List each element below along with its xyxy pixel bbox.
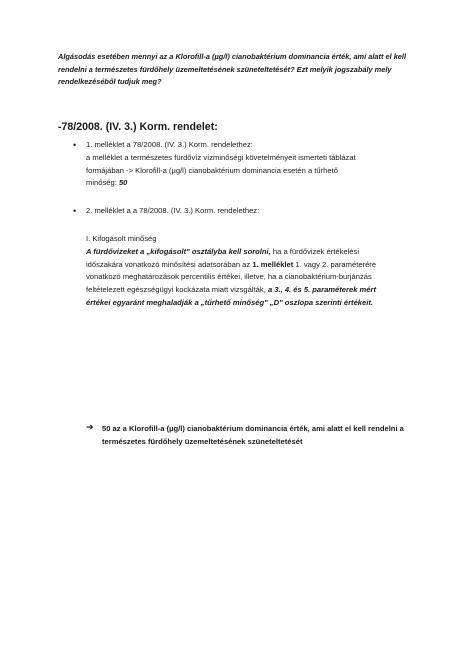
item2-para-line5	[86, 297, 416, 310]
bullet-icon: •	[73, 206, 77, 216]
item2-para-line1	[86, 246, 416, 259]
item2-body	[86, 233, 416, 310]
list-item-2	[86, 205, 416, 218]
item2-subheading: I. Kifogásolt minőség	[86, 234, 157, 243]
item2-p1-bold: A fürdővizeket a „kifogásolt" osztályba kell sorolni,	[86, 246, 271, 256]
item2-p1-rest: ha a fürdővizek értékelési	[272, 246, 360, 256]
question-text: Algásodás esetében mennyi az a Klorofill-a (µg/l) cianobaktérium dominancia érték, ami alatt el kell rendelni a természetes fürdőhely üzemeltetésének szüneteltetését? Ezt melyik jogszabály mely rendelkezéséből tudjuk meg?	[58, 52, 407, 86]
item2-para-line4	[86, 284, 416, 297]
item1-title: 1. melléklet a 78/2008. (IV. 3.) Korm. rendelethez:	[86, 140, 253, 149]
list-item-1	[86, 139, 416, 190]
item2-p5-bold: értékei egyaránt meghaladják a „tűrhető minőség" „D" oszlopa szerinti értékeit.	[86, 297, 373, 307]
bullet-icon: •	[73, 140, 77, 150]
item1-line1: a melléklet a természetes fürdővíz vízminőségi követelményeit ismerteti táblázat	[86, 152, 356, 162]
item2-p4-bold: a 3., 4. és 5. paraméterek mért	[267, 285, 377, 295]
section-heading: -78/2008. (IV. 3.) Korm. rendelet:	[58, 121, 218, 133]
item2-p2: időszakára vonatkozó minősítési adatsorában az	[86, 259, 251, 269]
item1-line2: formájában -> Klorofill-a (µg/l) cianobaktérium dominancia esetén a tűrhető	[86, 165, 338, 175]
item1-value: 50	[118, 178, 128, 188]
item1-line3	[86, 177, 416, 190]
item2-para-line2	[86, 259, 416, 272]
item2-p2-bold: 1. melléklet	[252, 259, 294, 269]
item2-p4: feltételezett egészségügyi kockázata miatt vizsgálták,	[86, 285, 266, 295]
item2-para-line3: vonatkozó meghatározások percentilis értékei, illetve, ha a cianobaktérium-burjánzás	[86, 272, 372, 282]
item2-title: 2. melléklet a a 78/2008. (IV. 3.) Korm. rendelethez:	[86, 206, 260, 215]
arrow-right-icon: ➔	[86, 422, 94, 432]
item1-line3-prefix: minőség:	[86, 178, 117, 188]
item2-p2-rest: 1. vagy 2. paraméterére	[295, 259, 377, 269]
conclusion	[86, 422, 432, 448]
conclusion-text: 50 az a Klorofill-a (µg/l) cianobaktérium dominancia érték, ami alatt el kell rendelni a természetes fürdőhely üzemeltetésének szüneteltetését	[102, 424, 404, 446]
